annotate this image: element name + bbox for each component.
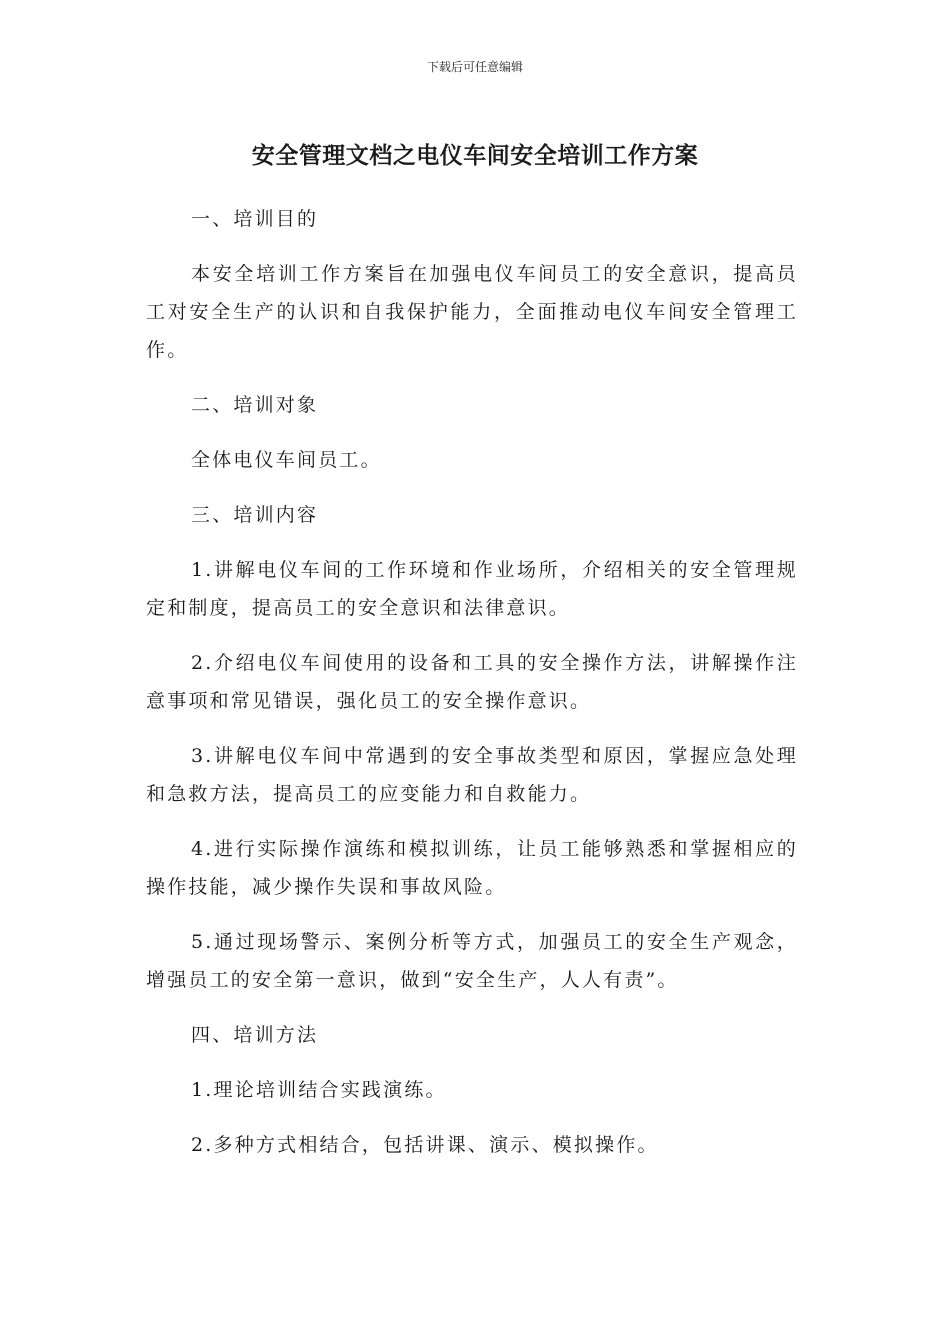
content-item: 1.讲解电仪车间的工作环境和作业场所，介绍相关的安全管理规定和制度，提高员工的安全意识和法律意识。 bbox=[146, 559, 798, 619]
content-item: 5.通过现场警示、案例分析等方式，加强员工的安全生产观念，增强员工的安全第一意识，做到“安全生产，人人有责”。 bbox=[146, 931, 798, 991]
content-item: 3.讲解电仪车间中常遇到的安全事故类型和原因，掌握应急处理和急救方法，提高员工的应变能力和自救能力。 bbox=[146, 745, 798, 805]
section-heading-content: 三、培训内容 bbox=[191, 504, 319, 526]
content-item: 4.进行实际操作演练和模拟训练，让员工能够熟悉和掌握相应的操作技能，减少操作失误和事故风险。 bbox=[146, 838, 798, 898]
section-heading-method: 四、培训方法 bbox=[191, 1024, 319, 1046]
purpose-paragraph: 本安全培训工作方案旨在加强电仪车间员工的安全意识，提高员工对安全生产的认识和自我保护能力，全面推动电仪车间安全管理工作。 bbox=[146, 263, 798, 361]
document-title: 安全管理文档之电仪车间安全培训工作方案 bbox=[251, 143, 699, 169]
header-note: 下载后可任意编辑 bbox=[426, 60, 523, 74]
content-item: 2.介绍电仪车间使用的设备和工具的安全操作方法，讲解操作注意事项和常见错误，强化员工的安全操作意识。 bbox=[146, 652, 798, 712]
method-item: 1.理论培训结合实践演练。 bbox=[191, 1079, 447, 1101]
audience-paragraph: 全体电仪车间员工。 bbox=[191, 449, 382, 471]
document-body bbox=[146, 200, 798, 1181]
section-heading-audience: 二、培训对象 bbox=[191, 394, 319, 416]
section-heading-purpose: 一、培训目的 bbox=[191, 208, 319, 230]
method-item: 2.多种方式相结合，包括讲课、演示、模拟操作。 bbox=[191, 1134, 659, 1156]
